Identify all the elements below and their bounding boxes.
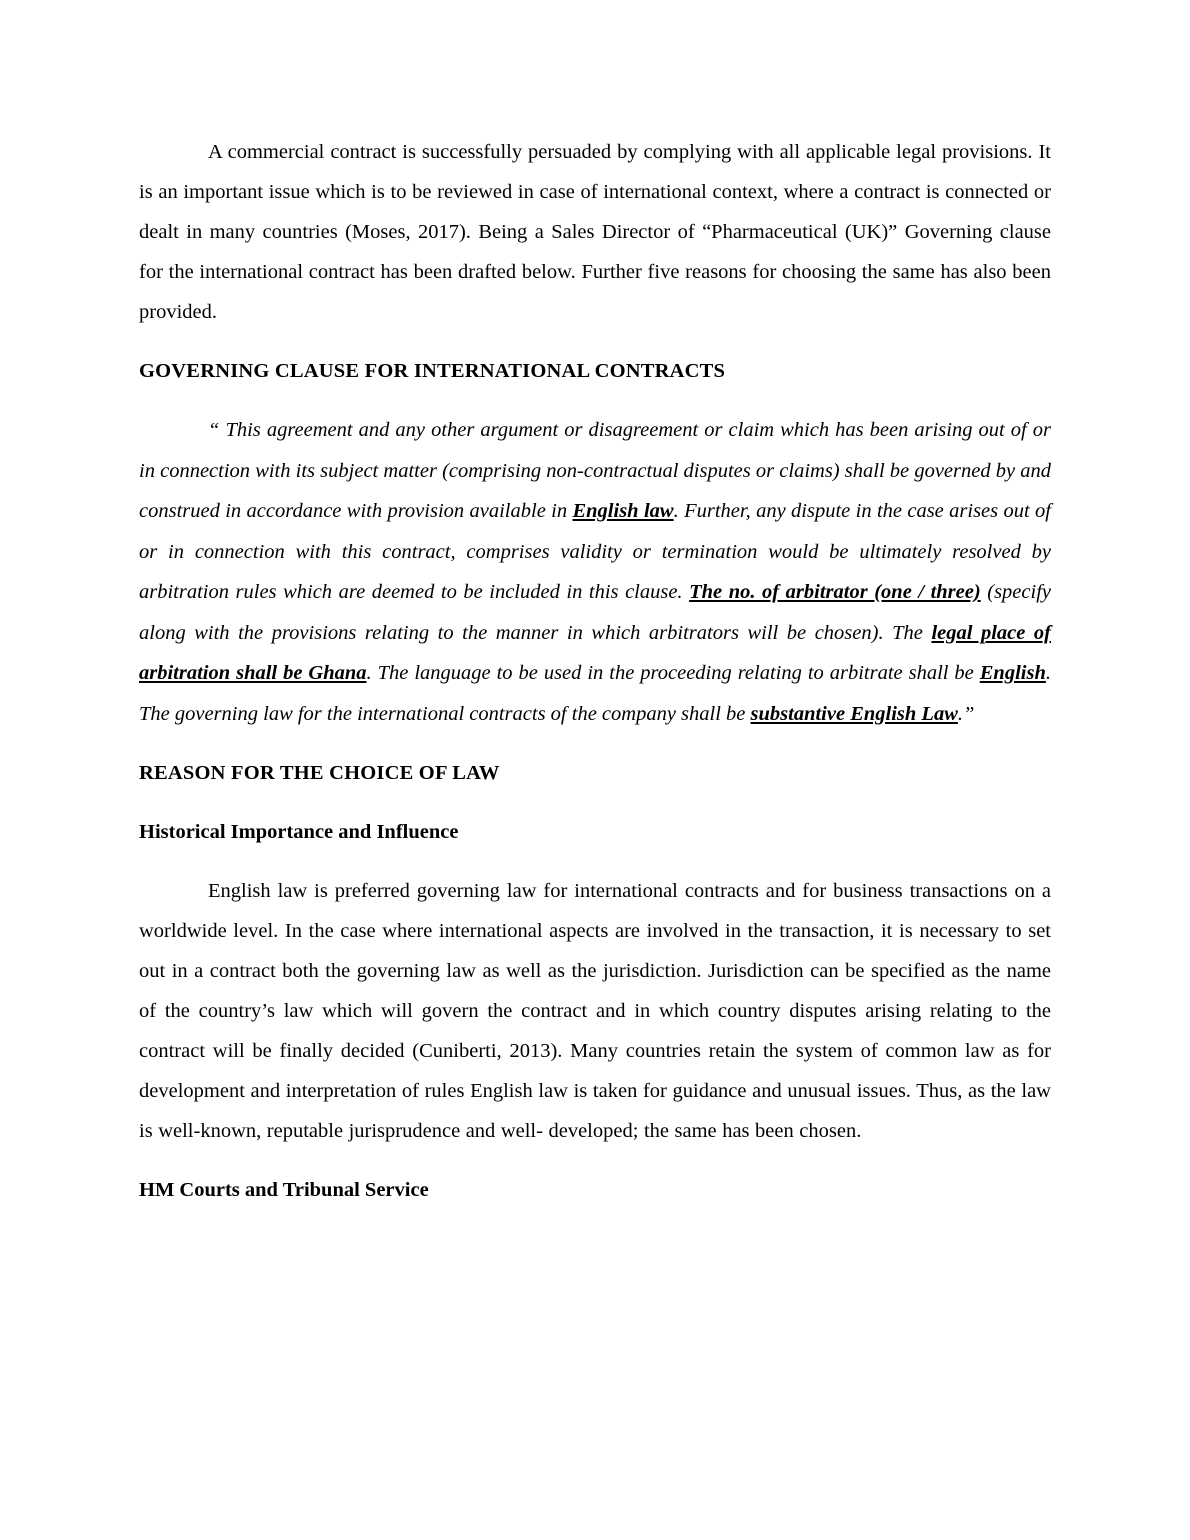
intro-paragraph: A commercial contract is successfully persuaded by complying with all applicable legal provisions. It is an important issue which is to be reviewed in case of international context, where a contract is connected or dealt in many countries (Moses, 2017). Being a Sales Director of “Pharmaceutical (UK)” Governing clause for the international contract has been drafted below. Further five reasons for choosing the same has also been provided. <box>139 141 1051 323</box>
clause-segment-text: “ This agreement and any other argument or disagreement or claim which has been arising out of or in connection with its subject matter (comprising non-contractual disputes or claims) shall be governed by and construed in accordance with provision available in <box>139 419 1051 522</box>
clause-segment-text: .” <box>957 702 975 725</box>
clause-emphasis-legal-place-of-arbitration: legal place of arbitration shall be Ghana <box>139 621 1052 684</box>
heading-reason-for-the-choice-of-law: REASON FOR THE CHOICE OF LAW <box>139 762 500 784</box>
clause-segment-text: (specify along with the provisions relating to the manner in which arbitrators will be chosen). The <box>139 581 1051 644</box>
english-law-paragraph: English law is preferred governing law for international contracts and for business transactions on a worldwide level. In the case where international aspects are involved in the transaction, it is necessary to set out in a contract both the governing law as well as the jurisdiction. Jurisdiction can be specified as the name of the country’s law which will govern the contract and in which country disputes arising relating to the contract will be finally decided (Cuniberti, 2013). Many countries retain the system of common law as for development and interpretation of rules English law is taken for guidance and unusual issues. Thus, as the law is well-known, reputable jurisprudence and well- developed; the same has been chosen. <box>139 880 1051 1142</box>
clause-emphasis-substantive-english-law: substantive English Law <box>750 702 958 725</box>
page-bottom-spacer <box>139 1229 1051 1239</box>
clause-emphasis-english-language: English <box>979 662 1046 684</box>
governing-clause-quote <box>139 410 1051 734</box>
clause-emphasis-english-law: English law <box>572 500 674 522</box>
heading-hm-courts-and-tribunal-service: HM Courts and Tribunal Service <box>139 1179 429 1201</box>
clause-segment-text: . The language to be used in the proceeding relating to arbitrate shall be <box>366 662 980 684</box>
heading-governing-clause-for-international-contracts: GOVERNING CLAUSE FOR INTERNATIONAL CONTRACTS <box>139 360 726 382</box>
clause-emphasis-number-of-arbitrator: The no. of arbitrator (one / three) <box>689 581 981 603</box>
clause-segment-text: . Further, any dispute in the case arises out of or in connection with this contract, comprises validity or termination would be ultimately resolved by arbitration rules which are deemed to be included in this clause. <box>139 500 1052 603</box>
clause-segment-text: . The governing law for the international contracts of the company shall be <box>139 662 1051 725</box>
document-text-column <box>139 132 1051 1239</box>
heading-historical-importance-and-influence: Historical Importance and Influence <box>139 821 459 843</box>
